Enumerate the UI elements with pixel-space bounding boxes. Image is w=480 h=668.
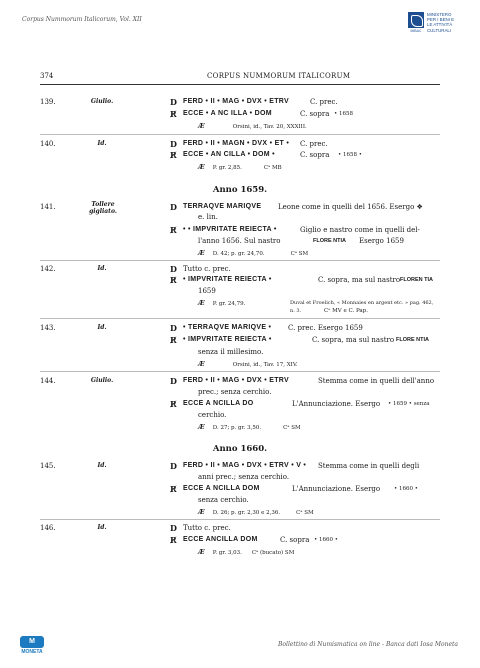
reverse-description-cont: senza il millesimo. [198, 348, 264, 356]
bulletin-footer: Bollettino di Numismatica on line - Banca dati Iosa Moneta [278, 641, 458, 648]
ministry-emblem-icon [408, 12, 424, 28]
reference: Orsini, id., Tav. 17, XIV. [232, 362, 298, 368]
entry-divider [40, 318, 440, 319]
reverse-legend: ECCE ANCILLA DOM [183, 536, 258, 543]
metal-and-reference [198, 299, 245, 307]
obverse-description: C. prec. [300, 140, 328, 148]
reverse-description-cont: l'anno 1656. Sul nastro [198, 237, 281, 245]
reverse-mark: R̸ [170, 535, 177, 545]
obverse-description-cont: e. lin. [198, 213, 218, 221]
coin-type: Id. [97, 140, 107, 147]
running-title: CORPUS NUMMORUM ITALICORUM [207, 72, 351, 80]
reverse-legend: • • IMPVRITATE REIECTA • [183, 226, 277, 233]
reference: P. gr. 24,79. [212, 301, 246, 307]
metal-and-reference [198, 360, 298, 368]
coin-type: Id. [97, 524, 107, 531]
reverse-year: • 1660 • [314, 537, 338, 543]
reverse-description: C. sopra [300, 151, 330, 159]
reverse-legend: ECCE A NCILLA DOM [183, 485, 260, 492]
entry-divider [40, 519, 440, 520]
collection: Cᵃ SM [283, 425, 301, 431]
metal-symbol: Æ [198, 548, 205, 556]
coin-type: Giulio. [90, 98, 114, 105]
reverse-year: • 1660 • [394, 486, 418, 492]
reverse-mark: R̸ [170, 399, 177, 409]
coin-type: Tollere gigliato. [89, 201, 117, 215]
header-rule [40, 84, 440, 85]
obverse-description: Leone come in quelli del 1656. Esergo ❖ [278, 203, 423, 211]
reverse-description: L'Annunciazione. Esergo [292, 400, 381, 408]
obverse-legend: FERD • II • MAG • DVX • ETRV [183, 98, 289, 105]
ministry-logo [408, 12, 472, 38]
nastro-legend: FLOREN TIA [400, 277, 433, 283]
obverse-mark: D [170, 139, 177, 149]
reverse-year: • 1659 • senza [388, 401, 430, 407]
obverse-legend: • TERRAQVE MARIQVE • [183, 324, 272, 331]
collection: Cᵃ MB [263, 165, 282, 171]
metal-and-reference [198, 122, 307, 130]
obverse-legend: FERD • II • MAG • DVX • ETRV [183, 377, 289, 384]
entry-number: 143. [40, 324, 56, 332]
reverse-description: L'Annunciazione. Esergo [292, 485, 381, 493]
entry-divider [40, 134, 440, 135]
entry-divider [40, 260, 440, 261]
metal-and-reference [198, 548, 294, 556]
obverse-description: Tutto c. prec. [183, 265, 231, 273]
entry-number: 145. [40, 462, 56, 470]
obverse-description-cont: anni prec.; senza cerchio. [198, 473, 290, 481]
moneta-logo-text: MONETA [21, 649, 43, 655]
obverse-description: C. prec. [310, 98, 338, 106]
metal-and-reference [198, 508, 314, 516]
reverse-mark: R̸ [170, 275, 177, 285]
reverse-mark: R̸ [170, 484, 177, 494]
moneta-logo-mark: M [20, 636, 44, 648]
reference: Orsini, id., Tav. 20, XXXIII. [232, 124, 307, 130]
reverse-description: C. sopra, ma sul nastro [312, 336, 395, 344]
obverse-mark: D [170, 202, 177, 212]
obverse-description: Stemma come in quelli degli [318, 462, 420, 470]
year-heading-1660: Anno 1660. [212, 444, 268, 454]
reverse-legend: • IMPVRITATE REIECTA • [183, 276, 272, 283]
reverse-description-cont: cerchio. [198, 411, 227, 419]
reference: P. gr. 3,03. [212, 550, 242, 556]
obverse-mark: D [170, 323, 177, 333]
collection: Cᵃ SM [290, 251, 309, 257]
reference: D. 27; p. gr. 3,50. [212, 425, 262, 431]
reverse-mark: R̸ [170, 150, 177, 160]
coin-type: Id. [97, 265, 107, 272]
metal-symbol: Æ [198, 249, 205, 257]
metal-and-reference [198, 163, 282, 171]
entry-number: 140. [40, 140, 56, 148]
collection: Cᵃ SM [296, 510, 314, 516]
page-number: 374 [40, 72, 54, 80]
metal-and-reference [198, 423, 301, 431]
obverse-description: C. prec. Esergo 1659 [288, 324, 363, 332]
metal-and-reference [198, 249, 308, 257]
ministry-name: MINISTERO PER I BENI E LE ATTIVITÀ CULTURALI [427, 12, 455, 33]
obverse-mark: D [170, 523, 177, 533]
metal-symbol: Æ [198, 508, 205, 516]
obverse-mark: D [170, 461, 177, 471]
entry-number: 144. [40, 377, 56, 385]
reverse-legend: ECCE • AN CILLA • DOM • [183, 151, 275, 158]
entry-number: 142. [40, 265, 56, 273]
ministry-tag: MiBAC [410, 29, 422, 33]
obverse-description-cont: prec.; senza cerchio. [198, 388, 272, 396]
literature-reference-cont: n. 3. [290, 308, 302, 314]
reverse-legend: ECCE A NCILLA DO [183, 400, 254, 407]
metal-symbol: Æ [198, 299, 205, 307]
metal-symbol: Æ [198, 360, 205, 368]
metal-symbol: Æ [198, 122, 205, 130]
reverse-year: • 1658 [334, 111, 353, 117]
reverse-mark: R̸ [170, 335, 177, 345]
obverse-mark: D [170, 264, 177, 274]
coin-type: Giulio. [90, 377, 114, 384]
metal-symbol: Æ [198, 163, 205, 171]
obverse-description: Tutto c. prec. [183, 524, 231, 532]
reverse-description-cont: senza cerchio. [198, 496, 249, 504]
nastro-legend: FLORE NTIA [313, 238, 346, 244]
reverse-legend: • IMPVRITATE REIECTA • [183, 336, 272, 343]
journal-citation: Corpus Nummorum Italicorum, Vol. XII [22, 16, 142, 23]
obverse-legend: TERRAQVE MARIQVE [183, 203, 262, 210]
metal-symbol: Æ [198, 423, 205, 431]
reverse-mark: R̸ [170, 225, 177, 235]
coin-type: Id. [97, 324, 107, 331]
reverse-year: • 1658 • [338, 152, 362, 158]
nastro-legend: FLORE NTIA [396, 337, 429, 343]
obverse-mark: D [170, 97, 177, 107]
reference: D. 42; p. gr. 24,70. [212, 251, 265, 257]
year-heading-1659: Anno 1659. [212, 185, 268, 195]
reverse-description: C. sopra, ma sul nastro [318, 276, 401, 284]
entry-divider [40, 371, 440, 372]
reverse-description: C. sopra [300, 110, 330, 118]
literature-reference: Duval et Froelich, « Monnaies en argent etc. » pag. 462, [290, 300, 434, 306]
collection: Cᵉ MV e C. Pap. [324, 308, 368, 314]
entry-number: 146. [40, 524, 56, 532]
obverse-legend: FERD • II • MAG • DVX • ETRV • V • [183, 462, 307, 469]
moneta-logo [20, 636, 44, 658]
obverse-legend: FERD • II • MAGN • DVX • ET • [183, 140, 290, 147]
reference: D. 26; p. gr. 2,30 e 2,36. [212, 510, 281, 516]
collection: Cᵃ (bucato) SM [251, 550, 295, 556]
reverse-description-cont: 1659 [198, 287, 216, 295]
reverse-description: Giglio e nastro come in quelli del- [300, 226, 420, 234]
reverse-mark: R̸ [170, 109, 177, 119]
coin-type: Id. [97, 462, 107, 469]
reverse-description: C. sopra [280, 536, 310, 544]
reverse-legend: ECCE • A NC ILLA • DOM [183, 110, 272, 117]
entry-number: 139. [40, 98, 56, 106]
reference: P. gr. 2,85. [212, 165, 242, 171]
obverse-mark: D [170, 376, 177, 386]
obverse-description: Stemma come in quelli dell'anno [318, 377, 435, 385]
entry-number: 141. [40, 203, 56, 211]
exergue: Esergo 1659 [359, 237, 404, 245]
